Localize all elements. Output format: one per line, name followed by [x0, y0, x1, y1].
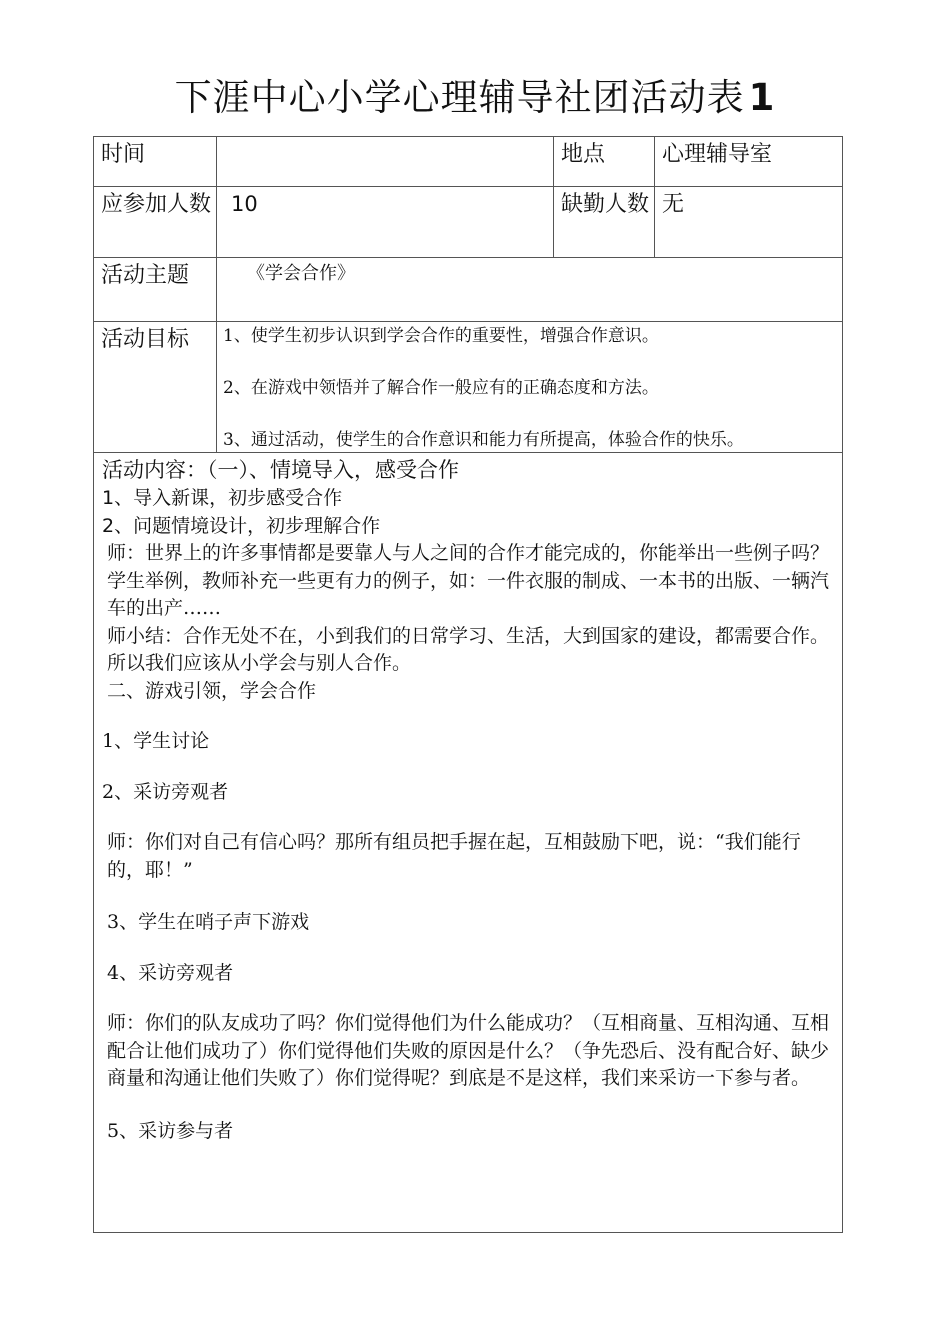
row-time-place: [94, 137, 843, 187]
content-line: 师：你们对自己有信心吗？那所有组员把手握在起，互相鼓励下吧，说：“我们能行的，耶！”: [107, 831, 801, 881]
time-value: [217, 137, 553, 139]
absent-value-cell: [655, 187, 843, 258]
absent-label: 缺勤人数: [561, 192, 650, 217]
place-label: 地点: [561, 142, 606, 167]
content-line: 1、导入新课，初步感受合作: [102, 487, 343, 509]
place-value: 心理辅导室: [662, 142, 773, 167]
absent-value: 无: [662, 192, 685, 217]
topic-label-cell: [94, 258, 217, 322]
content-line: 师：世界上的许多事情都是要靠人与人之间的合作才能完成的，你能举出一些例子吗？: [107, 542, 830, 564]
row-attendance: [94, 187, 843, 258]
absent-label-cell: [554, 187, 655, 258]
time-label: 时间: [101, 142, 146, 167]
place-value-cell: [655, 137, 843, 187]
time-label-cell: [94, 137, 217, 187]
goal-label: 活动目标: [101, 327, 190, 352]
goal-item: 3、通过活动，使学生的合作意识和能力有所提高，体验合作的快乐。: [223, 430, 744, 450]
row-topic: [94, 258, 843, 322]
goal-label-cell: [94, 322, 217, 453]
time-value-cell: [217, 137, 554, 187]
content-line: 5、采访参与者: [107, 1119, 234, 1142]
row-content: [94, 453, 843, 1233]
content-line: 师小结：合作无处不在，小到我们的日常学习、生活，大到国家的建设，都需要合作。所以我们应该从小学会与别人合作。: [107, 624, 830, 674]
content-line: 1、学生讨论: [102, 730, 210, 752]
content-body: [94, 453, 842, 1145]
content-line: 二、游戏引领，学会合作: [107, 679, 317, 702]
page-title: [0, 68, 950, 128]
content-line: 3、学生在哨子声下游戏: [107, 911, 310, 933]
content-line: 学生举例，教师补充一些更有力的例子，如：一件衣服的制成、一本书的出版、一辆汽车的出产……: [107, 569, 830, 619]
content-line: 2、采访旁观者: [102, 780, 229, 803]
topic-value-cell: [217, 258, 843, 322]
attendees-value-cell: [217, 187, 554, 258]
title-number: 1: [748, 76, 776, 119]
content-line: 2、问题情境设计，初步理解合作: [102, 514, 381, 537]
content-cell: [94, 453, 843, 1233]
goal-cell: [217, 322, 843, 453]
goal-item: 2、在游戏中领悟并了解合作一般应有的正确态度和方法。: [223, 378, 659, 398]
goal-item: 1、使学生初步认识到学会合作的重要性，增强合作意识。: [223, 326, 659, 346]
content-line: 4、采访旁观者: [107, 961, 234, 984]
attendees-value: 10: [231, 192, 258, 216]
row-goals: [94, 322, 843, 453]
topic-value: 《学会合作》: [247, 263, 355, 284]
attendees-label: 应参加人数: [101, 192, 212, 217]
content-label: 活动内容：: [102, 458, 207, 482]
title-text: 下涯中心小学心理辅导社团活动表: [174, 76, 745, 119]
topic-label: 活动主题: [101, 263, 190, 288]
attendees-label-cell: [94, 187, 217, 258]
content-heading: （一）、情境导入，感受合作: [207, 458, 459, 482]
content-header: [102, 455, 836, 485]
activity-table: [93, 136, 843, 1233]
content-line: 师：你们的队友成功了吗？你们觉得他们为什么能成功？（互相商量、互相沟通、互相配合让他们成功了）你们觉得他们失败的原因是什么？（争先恐后、没有配合好、缺少商量和沟通让他们失败了）你们觉得呢？到底是不是这样，我们来采访一下参与者。: [107, 1012, 830, 1089]
place-label-cell: [554, 137, 655, 187]
